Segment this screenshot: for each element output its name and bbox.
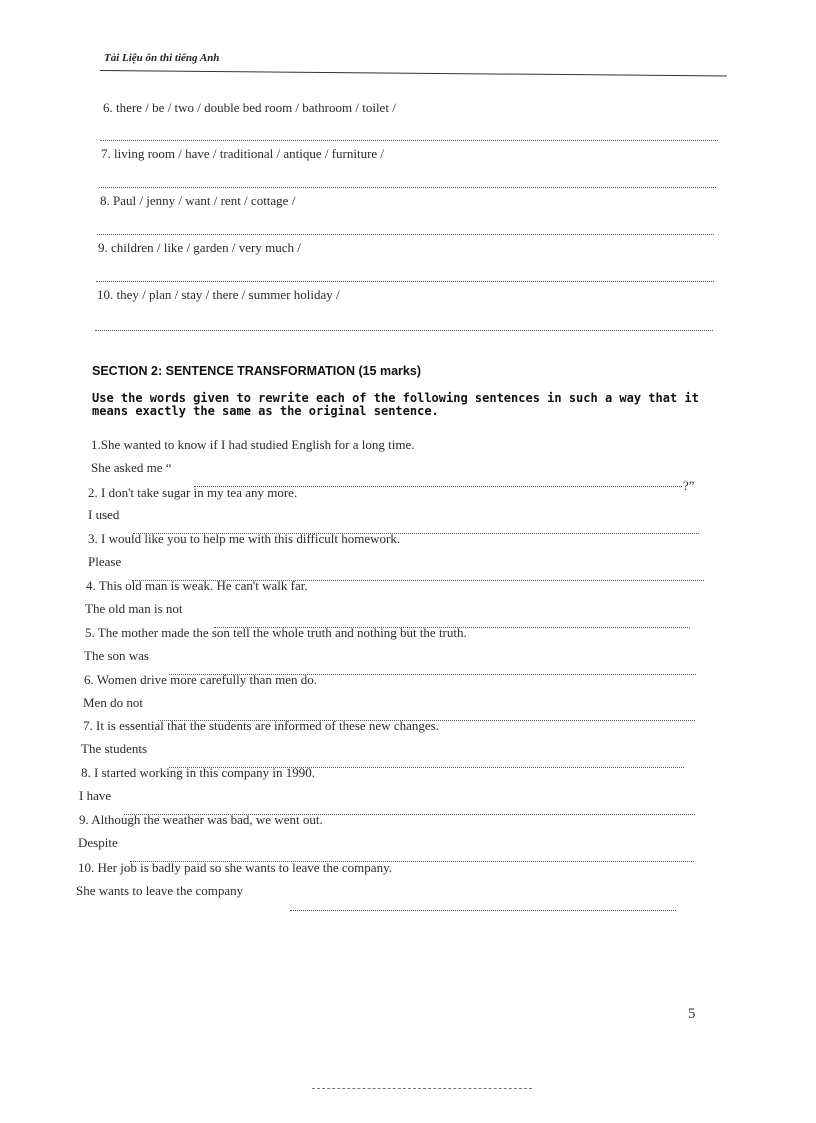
section2-instructions: Use the words given to rewrite each of the following sentences in such a way that it means exactly the same as the original sentence. — [92, 391, 699, 418]
answer-line-10[interactable] — [95, 330, 713, 331]
prompt-3: Please — [88, 554, 122, 569]
prompt-4: The old man is not — [85, 601, 183, 616]
question-9: 9. Although the weather was bad, we went out. — [79, 812, 323, 827]
exercise-item-7: 7. living room / have / traditional / antique / furniture / — [101, 146, 385, 161]
prompt-1: She asked me “ — [91, 460, 172, 475]
answer-line-q10[interactable] — [290, 910, 676, 911]
page-number: 5 — [688, 1006, 696, 1022]
document-title: Tài Liệu ôn thi tiếng Anh — [104, 52, 220, 64]
exercise-item-6: 6. there / be / two / double bed room / bathroom / toilet / — [103, 100, 396, 115]
prompt-2: I used — [88, 507, 120, 522]
question-7: 7. It is essential that the students are informed of these new changes. — [83, 718, 439, 733]
question-1: 1.She wanted to know if I had studied English for a long time. — [91, 437, 415, 452]
footer-dashed-line — [312, 1088, 532, 1089]
prompt-6: Men do not — [83, 695, 143, 710]
answer-line-9[interactable] — [96, 281, 714, 282]
header-divider — [100, 70, 727, 76]
question-8: 8. I started working in this company in 1990. — [81, 765, 315, 780]
prompt-8: I have — [79, 788, 112, 803]
question-10: 10. Her job is badly paid so she wants to leave the company. — [78, 860, 392, 875]
exercise-item-9: 9. children / like / garden / very much / — [98, 240, 301, 255]
question-2: 2. I don't take sugar in my tea any more. — [88, 485, 298, 500]
question-5: 5. The mother made the son tell the whole truth and nothing but the truth. — [85, 625, 467, 640]
answer-line-8[interactable] — [97, 234, 714, 235]
exercise-item-10: 10. they / plan / stay / there / summer holiday / — [97, 287, 340, 302]
question-4: 4. This old man is weak. He can't walk far. — [86, 578, 308, 593]
answer-line-6[interactable] — [100, 140, 718, 141]
answer-end-mark: ?” — [683, 478, 695, 493]
prompt-5: The son was — [84, 648, 149, 663]
prompt-10: She wants to leave the company — [76, 883, 244, 898]
answer-line-7[interactable] — [99, 187, 716, 188]
exercise-item-8: 8. Paul / jenny / want / rent / cottage / — [100, 193, 296, 208]
prompt-7: The students — [81, 741, 148, 756]
prompt-9: Despite — [78, 835, 118, 850]
question-3: 3. I would like you to help me with this difficult homework. — [88, 531, 401, 546]
section2-heading: SECTION 2: SENTENCE TRANSFORMATION (15 marks) — [92, 364, 421, 378]
question-6: 6. Women drive more carefully than men do. — [84, 672, 318, 687]
